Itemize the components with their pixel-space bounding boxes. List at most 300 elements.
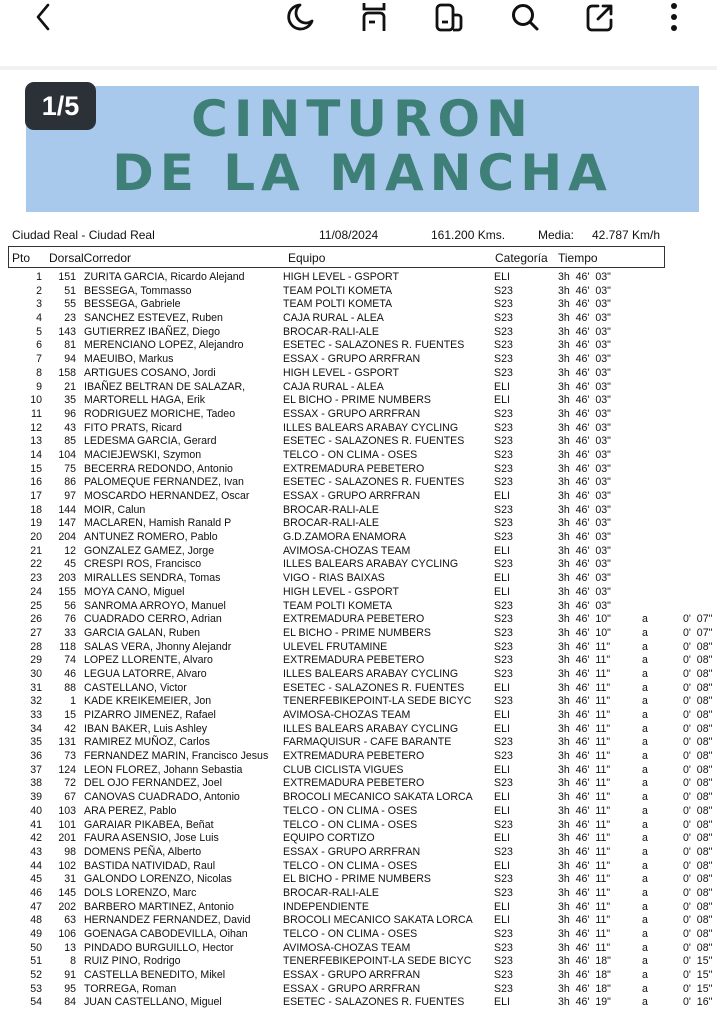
time: 3h 46' 19" [558, 996, 611, 1009]
tabs-icon[interactable] [430, 0, 468, 34]
gap-marker: a [642, 914, 648, 927]
table-row [0, 504, 717, 518]
time: 3h 46' 11" [558, 763, 611, 776]
page-indicator-badge: 1/5 [25, 82, 96, 130]
rider-name: SANROMA ARROYO, Manuel [84, 599, 226, 612]
time-gap: 0' 08" [683, 832, 713, 845]
category: S23 [494, 448, 513, 461]
team: ESSAX - GRUPO ARRFRAN [283, 982, 421, 995]
category: S23 [494, 982, 513, 995]
time: 3h 46' 03" [558, 558, 611, 571]
team: BROCAR-RALI-ALE [283, 503, 379, 516]
position: 27 [30, 626, 42, 639]
team: EXTREMADURA PEBETERO [283, 654, 425, 667]
time-gap: 0' 08" [683, 900, 713, 913]
gap-marker: a [642, 667, 648, 680]
time: 3h 46' 18" [558, 982, 611, 995]
position: 3 [36, 298, 42, 311]
category: S23 [494, 654, 513, 667]
dorsal: 31 [64, 873, 76, 886]
dorsal: 15 [64, 709, 76, 721]
position: 49 [30, 928, 42, 940]
gap-marker: a [642, 763, 648, 776]
table-row [0, 545, 717, 559]
category: S23 [494, 312, 513, 325]
dorsal: 63 [64, 914, 76, 927]
team: INDEPENDIENTE [283, 900, 369, 913]
time: 3h 46' 11" [558, 900, 611, 913]
rider-name: MARTORELL HAGA, Erik [84, 394, 206, 407]
table-row [0, 641, 717, 655]
rider-name: BASTIDA NATIVIDAD, Raul [84, 859, 216, 872]
gap-marker: a [642, 626, 648, 639]
header-equipo: Equipo [288, 251, 326, 265]
dorsal: 51 [64, 284, 76, 297]
position: 35 [30, 736, 42, 749]
position: 29 [30, 654, 42, 667]
category: ELI [494, 271, 510, 283]
dorsal: 103 [58, 804, 76, 817]
time: 3h 46' 03" [558, 490, 611, 502]
gap-marker: a [642, 996, 648, 1009]
results-table [0, 271, 717, 1010]
time: 3h 46' 11" [558, 941, 611, 954]
team: ESETEC - SALAZONES R. FUENTES [283, 339, 465, 352]
rider-name: DEL OJO FERNANDEZ, Joel [84, 777, 222, 790]
dorsal: 158 [58, 366, 76, 379]
table-row [0, 476, 717, 490]
moon-icon[interactable] [282, 0, 318, 34]
time: 3h 46' 03" [558, 325, 611, 338]
time: 3h 46' 03" [558, 599, 611, 612]
category: S23 [494, 873, 513, 886]
dorsal: 21 [64, 380, 76, 393]
gap-marker: a [642, 750, 648, 763]
table-row [0, 996, 717, 1010]
rider-name: MACIEJEWSKI, Szymon [84, 448, 202, 461]
gap-marker: a [642, 640, 648, 653]
team: CAJA RURAL - ALEA [283, 312, 384, 325]
time: 3h 46' 03" [558, 503, 611, 516]
rider-name: GALONDO LORENZO, Nicolas [84, 873, 232, 886]
category: S23 [494, 928, 513, 940]
team: TENERFEBIKEPOINT-LA SEDE BICYC [283, 955, 472, 968]
dorsal: 131 [58, 736, 76, 749]
category: S23 [494, 750, 513, 763]
race-date: 11/08/2024 [319, 228, 379, 242]
position: 50 [30, 941, 42, 954]
time: 3h 46' 10" [558, 613, 611, 626]
dorsal: 155 [58, 585, 76, 598]
category: ELI [494, 791, 510, 804]
time: 3h 46' 03" [558, 585, 611, 598]
gap-marker: a [642, 818, 648, 831]
rider-name: GARCIA GALAN, Ruben [84, 626, 200, 639]
table-row [0, 791, 717, 805]
rider-name: SALAS VERA, Jhonny Alejandr [84, 640, 232, 653]
gap-marker: a [642, 654, 648, 667]
dorsal: 143 [58, 325, 76, 338]
rider-name: FAURA ASENSIO, Jose Luis [84, 832, 219, 845]
table-row [0, 271, 717, 285]
time-gap: 0' 15" [683, 969, 713, 982]
time-gap: 0' 08" [683, 695, 713, 708]
team: ESSAX - GRUPO ARRFRAN [283, 969, 421, 982]
position: 37 [30, 763, 42, 776]
position: 7 [36, 353, 42, 366]
team: EXTREMADURA PEBETERO [283, 613, 425, 626]
gap-marker: a [642, 873, 648, 886]
position: 54 [30, 996, 42, 1009]
dorsal: 88 [64, 681, 76, 694]
dorsal: 67 [64, 791, 76, 804]
dorsal: 42 [64, 722, 76, 735]
rider-name: MOIR, Calun [84, 503, 146, 516]
team: EL BICHO - PRIME NUMBERS [283, 394, 431, 407]
time: 3h 46' 03" [558, 572, 611, 585]
category: ELI [494, 490, 510, 502]
share-icon[interactable] [582, 0, 618, 34]
search-icon[interactable] [507, 0, 543, 34]
time-gap: 0' 08" [683, 640, 713, 653]
rider-name: ARA PEREZ, Pablo [84, 804, 177, 817]
time: 3h 46' 03" [558, 448, 611, 461]
table-row [0, 490, 717, 504]
table-row [0, 613, 717, 627]
gap-marker: a [642, 613, 648, 626]
time-gap: 0' 08" [683, 845, 713, 858]
time-gap: 0' 08" [683, 763, 713, 776]
gap-marker: a [642, 900, 648, 913]
category: S23 [494, 503, 513, 516]
category: ELI [494, 709, 510, 721]
team: BROCOLI MECANICO SAKATA LORCA [283, 791, 473, 804]
team: VIGO - RIAS BAIXAS [283, 572, 385, 585]
race-distance: 161.200 Kms. [431, 228, 506, 242]
position: 32 [30, 695, 42, 708]
position: 31 [30, 681, 42, 694]
table-row [0, 463, 717, 477]
category: S23 [494, 325, 513, 338]
race-title-line-1: CINTURON [191, 90, 534, 148]
table-row [0, 298, 717, 312]
time: 3h 46' 11" [558, 859, 611, 872]
category: S23 [494, 845, 513, 858]
team: AVIMOSA-CHOZAS TEAM [283, 709, 411, 721]
table-row [0, 846, 717, 860]
position: 46 [30, 886, 42, 899]
time-gap: 0' 16" [683, 996, 713, 1009]
time: 3h 46' 03" [558, 476, 611, 489]
table-row [0, 695, 717, 709]
time: 3h 46' 11" [558, 832, 611, 845]
table-row [0, 381, 717, 395]
gap-marker: a [642, 695, 648, 708]
rider-name: ARTIGUES COSANO, Jordi [84, 366, 216, 379]
dorsal: 13 [64, 941, 76, 954]
dorsal: 124 [58, 763, 76, 776]
rider-name: CASTELLA BENEDITO, Mikel [84, 969, 226, 982]
team: TELCO - ON CLIMA - OSES [283, 448, 418, 461]
category: S23 [494, 777, 513, 790]
position: 48 [30, 914, 42, 927]
reader-mode-icon[interactable] [356, 0, 392, 34]
time: 3h 46' 11" [558, 722, 611, 735]
time: 3h 46' 03" [558, 407, 611, 420]
team: CLUB CICLISTA VIGUES [283, 763, 404, 776]
dorsal: 118 [59, 640, 76, 653]
position: 4 [36, 312, 42, 325]
position: 10 [30, 394, 42, 407]
team: TEAM POLTI KOMETA [283, 284, 393, 297]
rider-name: MERENCIANO LOPEZ, Alejandro [84, 339, 244, 352]
gap-marker: a [642, 804, 648, 817]
dorsal: 84 [64, 996, 76, 1009]
position: 30 [30, 667, 42, 680]
average-speed-label: Media: [538, 228, 575, 242]
position: 42 [30, 832, 42, 845]
dorsal: 73 [64, 750, 76, 763]
rider-name: PALOMEQUE FERNANDEZ, Ivan [84, 476, 244, 489]
rider-name: LEDESMA GARCIA, Gerard [84, 435, 217, 448]
time-gap: 0' 08" [683, 914, 713, 927]
table-row [0, 408, 717, 422]
table-row [0, 627, 717, 641]
dorsal: 74 [64, 654, 76, 667]
race-title-line-2: DE LA MANCHA [112, 144, 613, 202]
time-gap: 0' 08" [683, 722, 713, 735]
table-row [0, 805, 717, 819]
category: ELI [494, 996, 510, 1009]
category: S23 [494, 353, 513, 366]
rider-name: BESSEGA, Tommasso [84, 284, 192, 297]
table-row [0, 873, 717, 887]
table-row [0, 736, 717, 750]
gap-marker: a [642, 941, 648, 954]
table-row [0, 901, 717, 915]
category: S23 [494, 955, 513, 968]
team: TELCO - ON CLIMA - OSES [283, 804, 418, 817]
dorsal: 94 [64, 353, 76, 366]
category: S23 [494, 736, 513, 749]
time: 3h 46' 11" [558, 914, 611, 927]
time: 3h 46' 11" [558, 640, 611, 653]
average-speed-value: 42.787 Km/h [592, 228, 661, 242]
team: FARMAQUISUR - CAFE BARANTE [283, 736, 452, 749]
race-banner [26, 86, 699, 212]
rider-name: MACLAREN, Hamish Ranald P [84, 517, 232, 530]
position: 36 [30, 750, 42, 763]
gap-marker: a [642, 832, 648, 845]
dorsal: 202 [58, 900, 76, 913]
table-row [0, 394, 717, 408]
rider-name: MOSCARDO HERNANDEZ, Oscar [84, 490, 250, 502]
header-categoria: Categoría [495, 251, 548, 265]
position: 34 [30, 722, 42, 735]
time: 3h 46' 18" [558, 969, 611, 982]
position: 51 [30, 955, 42, 968]
table-row [0, 969, 717, 983]
rider-name: ANTUNEZ ROMERO, Pablo [84, 531, 218, 544]
team: EQUIPO CORTIZO [283, 832, 375, 845]
dorsal: 33 [64, 626, 76, 639]
table-row [0, 531, 717, 545]
dorsal: 55 [64, 298, 76, 311]
rider-name: PIZARRO JIMENEZ, Rafael [84, 709, 216, 721]
rider-name: PINDADO BURGUILLO, Hector [84, 941, 234, 954]
table-row [0, 449, 717, 463]
dorsal: 96 [64, 407, 76, 420]
time-gap: 0' 08" [683, 873, 713, 886]
category: ELI [494, 544, 510, 557]
rider-name: GOENAGA CABODEVILLA, Oihan [84, 928, 248, 940]
table-row [0, 750, 717, 764]
position: 28 [30, 640, 42, 653]
browser-toolbar [0, 0, 717, 66]
time: 3h 46' 10" [558, 626, 611, 639]
time: 3h 46' 11" [558, 818, 611, 831]
table-row [0, 942, 717, 956]
position: 11 [31, 407, 42, 420]
category: S23 [494, 517, 513, 530]
position: 45 [30, 873, 42, 886]
time: 3h 46' 03" [558, 544, 611, 557]
team: BROCAR-RALI-ALE [283, 886, 379, 899]
time-gap: 0' 07" [683, 613, 713, 626]
rider-name: KADE KREIKEMEIER, Jon [84, 695, 212, 708]
time: 3h 46' 11" [558, 667, 611, 680]
position: 33 [30, 709, 42, 721]
rider-name: IBAN BAKER, Luis Ashley [84, 722, 208, 735]
category: S23 [494, 298, 513, 311]
table-row [0, 682, 717, 696]
position: 20 [30, 531, 42, 544]
category: S23 [494, 284, 513, 297]
gap-marker: a [642, 681, 648, 694]
rider-name: CRESPI ROS, Francisco [84, 558, 202, 571]
back-icon[interactable] [30, 0, 56, 34]
category: S23 [494, 818, 513, 831]
time: 3h 46' 03" [558, 531, 611, 544]
rider-name: CANOVAS CUADRADO, Antonio [84, 791, 240, 804]
table-row [0, 955, 717, 969]
header-dorsal-corredor: DorsalCorredor [49, 251, 132, 265]
more-icon[interactable] [664, 0, 684, 34]
time-gap: 0' 08" [683, 736, 713, 749]
category: S23 [494, 435, 513, 448]
team: TELCO - ON CLIMA - OSES [283, 818, 418, 831]
team: ESSAX - GRUPO ARRFRAN [283, 353, 421, 366]
time: 3h 46' 03" [558, 312, 611, 325]
header-tiempo: Tiempo [558, 251, 598, 265]
time-gap: 0' 08" [683, 886, 713, 899]
position: 6 [36, 339, 42, 352]
team: ILLES BALEARS ARABAY CYCLING [283, 558, 459, 571]
rider-name: FERNANDEZ MARIN, Francisco Jesus [84, 750, 269, 763]
table-row [0, 723, 717, 737]
position: 44 [30, 859, 42, 872]
category: S23 [494, 886, 513, 899]
table-row [0, 777, 717, 791]
position: 15 [30, 462, 42, 475]
category: S23 [494, 462, 513, 475]
dorsal: 72 [64, 777, 76, 790]
header-pto: Pto [12, 251, 31, 265]
position: 16 [30, 476, 42, 489]
gap-marker: a [642, 928, 648, 940]
category: S23 [494, 599, 513, 612]
category: S23 [494, 613, 513, 626]
category: ELI [494, 763, 510, 776]
category: S23 [494, 626, 513, 639]
rider-name: CASTELLANO, Victor [84, 681, 187, 694]
category: S23 [494, 667, 513, 680]
gap-marker: a [642, 969, 648, 982]
team: ILLES BALEARS ARABAY CYCLING [283, 667, 459, 680]
position: 14 [30, 448, 42, 461]
dorsal: 91 [64, 969, 76, 982]
rider-name: BARBERO MARTINEZ, Antonio [84, 900, 234, 913]
time-gap: 0' 08" [683, 941, 713, 954]
dorsal: 201 [58, 832, 76, 845]
team: EL BICHO - PRIME NUMBERS [283, 873, 431, 886]
position: 52 [30, 969, 42, 982]
category: ELI [494, 681, 510, 694]
rider-name: RAMIREZ MUÑOZ, Carlos [84, 736, 210, 749]
time-gap: 0' 08" [683, 804, 713, 817]
rider-name: MIRALLES SENDRA, Tomas [84, 572, 221, 585]
rider-name: LEON FLOREZ, Johann Sebastia [84, 763, 243, 776]
table-row [0, 517, 717, 531]
position: 40 [30, 804, 42, 817]
position: 18 [30, 503, 42, 516]
team: G.D.ZAMORA ENAMORA [283, 531, 407, 544]
time: 3h 46' 03" [558, 339, 611, 352]
gap-marker: a [642, 722, 648, 735]
team: ILLES BALEARS ARABAY CYCLING [283, 421, 459, 434]
team: TEAM POLTI KOMETA [283, 298, 393, 311]
dorsal: 23 [64, 312, 76, 325]
category: ELI [494, 722, 510, 735]
route: Ciudad Real - Ciudad Real [12, 228, 155, 242]
rider-name: RODRIGUEZ MORICHE, Tadeo [84, 407, 236, 420]
category: ELI [494, 380, 510, 393]
race-title [26, 92, 699, 200]
rider-name: CUADRADO CERRO, Adrian [84, 613, 222, 626]
gap-marker: a [642, 955, 648, 968]
table-row [0, 339, 717, 353]
time-gap: 0' 15" [683, 982, 713, 995]
team: EXTREMADURA PEBETERO [283, 462, 425, 475]
dorsal: 145 [58, 886, 76, 899]
time: 3h 46' 11" [558, 681, 611, 694]
position: 9 [36, 380, 42, 393]
position: 17 [30, 490, 42, 502]
dorsal: 1 [70, 695, 76, 708]
category: ELI [494, 914, 510, 927]
category: S23 [494, 339, 513, 352]
dorsal: 101 [58, 818, 76, 831]
category: ELI [494, 900, 510, 913]
table-row [0, 914, 717, 928]
dorsal: 97 [64, 490, 76, 502]
category: ELI [494, 572, 510, 585]
time: 3h 46' 18" [558, 955, 611, 968]
rider-name: DOMENS PEÑA, Alberto [84, 845, 202, 858]
category: S23 [494, 476, 513, 489]
table-row [0, 983, 717, 997]
position: 47 [30, 900, 42, 913]
